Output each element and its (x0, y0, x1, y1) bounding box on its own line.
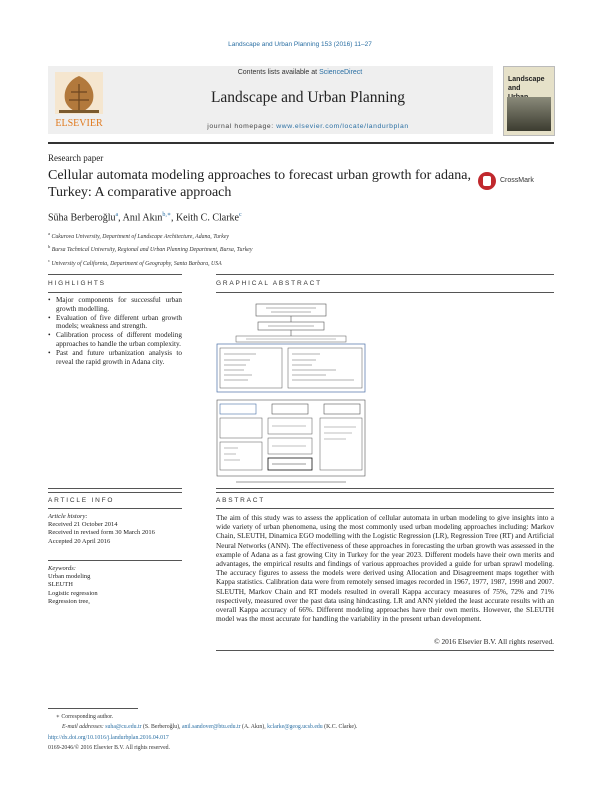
email-addresses: E-mail addresses: suha@cu.edu.tr (S. Berberoğlu), anil.sandover@btu.edu.tr (A. Akın), kclarke@geog.ucsb.edu (K.C. Clarke). (62, 723, 358, 730)
publisher-name: ELSEVIER (55, 118, 103, 129)
keyword: Urban modeling (48, 573, 91, 581)
journal-homepage: journal homepage: www.elsevier.com/locate/landurbplan (207, 123, 409, 130)
author-name[interactable]: Süha Berberoğlu (48, 212, 116, 224)
crossmark-icon (478, 172, 496, 190)
sciencedirect-link[interactable]: ScienceDirect (319, 69, 363, 76)
keyword: SLEUTH (48, 581, 73, 589)
journal-title: Landscape and Urban Planning (210, 89, 406, 106)
highlight-item: • Calibration process of different modeling approaches to handle the urban complexity. (48, 331, 182, 349)
author-list: Süha Berberoğlu$^a$, Anıl Akın$^{b,∗}$, Keith C. Clarke$^c$ (48, 212, 242, 224)
keywords-rule (48, 560, 182, 561)
affiliation: $^b$ Bursa Technical University, Regional and Urban Planning Department, Bursa, Turkey (48, 244, 253, 254)
affiliation: $^c$ University of California, Department of Geography, Santa Barbara, USA (48, 257, 222, 267)
article-info-rule (48, 508, 182, 509)
cover-title-line-1: Landscape and (508, 76, 545, 92)
email-link[interactable]: suha@cu.edu.tr (105, 723, 142, 730)
keyword: Regression tree, (48, 597, 90, 605)
journal-cover-thumbnail (503, 66, 555, 136)
article-history: Article history: Received 21 October 2014 Received in revised form 30 March 2016 Accepted 20 April 2016 (48, 513, 155, 545)
footnote-rule (48, 708, 138, 709)
homepage-link[interactable]: www.elsevier.com/locate/landurbplan (276, 123, 409, 130)
footnotes (48, 713, 357, 753)
keyword: Logistic regression (48, 589, 98, 597)
highlights-rule (48, 292, 182, 293)
doi-link[interactable]: http://dx.doi.org/10.1016/j.landurbplan.2016.04.017 (48, 735, 169, 741)
journal-reference[interactable]: Landscape and Urban Planning 153 (2016) 11–27 (228, 41, 372, 48)
contents-availability: Contents lists available at ScienceDirect (237, 69, 363, 76)
highlights-rule-top (48, 274, 182, 275)
article-title: Cellular automata modeling approaches to forecast urban growth for adana, Turkey: A comparative approach (48, 168, 471, 200)
graphical-abstract-rule (216, 292, 554, 293)
crossmark-badge[interactable]: CrossMark (478, 172, 558, 194)
article-type: Research paper (48, 153, 104, 163)
keywords: Keywords: Urban modeling SLEUTH Logistic regression Regression tree, (48, 565, 98, 605)
article-info-heading: ARTICLE INFO (48, 497, 115, 504)
highlights-heading: HIGHLIGHTS (48, 280, 106, 287)
affiliations (48, 229, 252, 269)
graphical-abstract-figure[interactable] (216, 302, 366, 486)
abstract-copyright: © 2016 Elsevier B.V. All rights reserved. (434, 637, 554, 646)
graphical-abstract-rule-bottom (216, 488, 554, 489)
author-name[interactable]: Anıl Akın (122, 212, 163, 224)
issn-line: 0169-2046/© 2016 Elsevier B.V. All rights reserved. (48, 744, 170, 751)
highlight-item: • Past and future urbanization analysis to reveal the rapid growth in Adana city. (48, 349, 182, 367)
abstract-heading: ABSTRACT (216, 497, 266, 504)
article-info-rule-top (48, 492, 182, 493)
email-link[interactable]: kclarke@geog.ucsb.edu (267, 723, 323, 730)
affiliation: $^a$ Cukurova University, Department of Landscape Architecture, Adana, Turkey (48, 231, 229, 240)
abstract-text: The aim of this study was to assess the application of cellular automata in urban modeling to give insights into a wide variety of urban phenomena, using the most commonly used urban modeling approaches including: Markov Chain, SLEUTH, Dinamica EGO modelling with the Logistic Regression (LR), Regression Tree (RT) and Artificial Neural Networks (ANN). The effectiveness of these approaches in forecasting the urban growth was assessed in the example of Adana as a fast growing City in Turkey for the year 2023. Different models have their own merits and advantages, the empirical results and findings of various approaches provided a guide for urban sprawl modeling. The accuracy figures to assess the models were derived using Allocation and Disagreement maps together with Kappa statistics. Calibration data were from remotely sensed images recorded in 1967, 1977, 1987, 1998 and 2007. SLEUTH, Markov Chain and RT models resulted in overall Kappa accuracy measures of 75%, 72% and 71% respectively, measured over the past data using hindcasting. LR and ANN yielded the least accurate results with an overall Kappa accuracy of 66%. Different modeling approaches have their own merits. However, the SLEUTH model was the most accurate for handling the variability in the present urban development. (216, 513, 554, 624)
highlight-item: • Major components for successful urban growth modelling. (48, 296, 182, 314)
header-rule (48, 142, 554, 144)
graphical-abstract-rule-top (216, 274, 554, 275)
highlight-item: • Evaluation of five different urban growth models; weakness and strength. (48, 314, 182, 332)
cover-photo (507, 97, 551, 131)
graphical-abstract-heading: GRAPHICAL ABSTRACT (216, 280, 322, 287)
elsevier-logo (49, 70, 109, 132)
highlights-list (48, 296, 182, 366)
abstract-rule (216, 508, 554, 509)
email-link[interactable]: anil.sandover@btu.edu.tr (181, 723, 241, 730)
corresponding-author-note: ∗ Corresponding author. (56, 714, 114, 720)
abstract-rule-bottom (216, 650, 554, 651)
abstract-rule-top (216, 492, 554, 493)
author-name[interactable]: Keith C. Clarke (175, 212, 239, 224)
highlights-rule-bottom (48, 488, 182, 489)
